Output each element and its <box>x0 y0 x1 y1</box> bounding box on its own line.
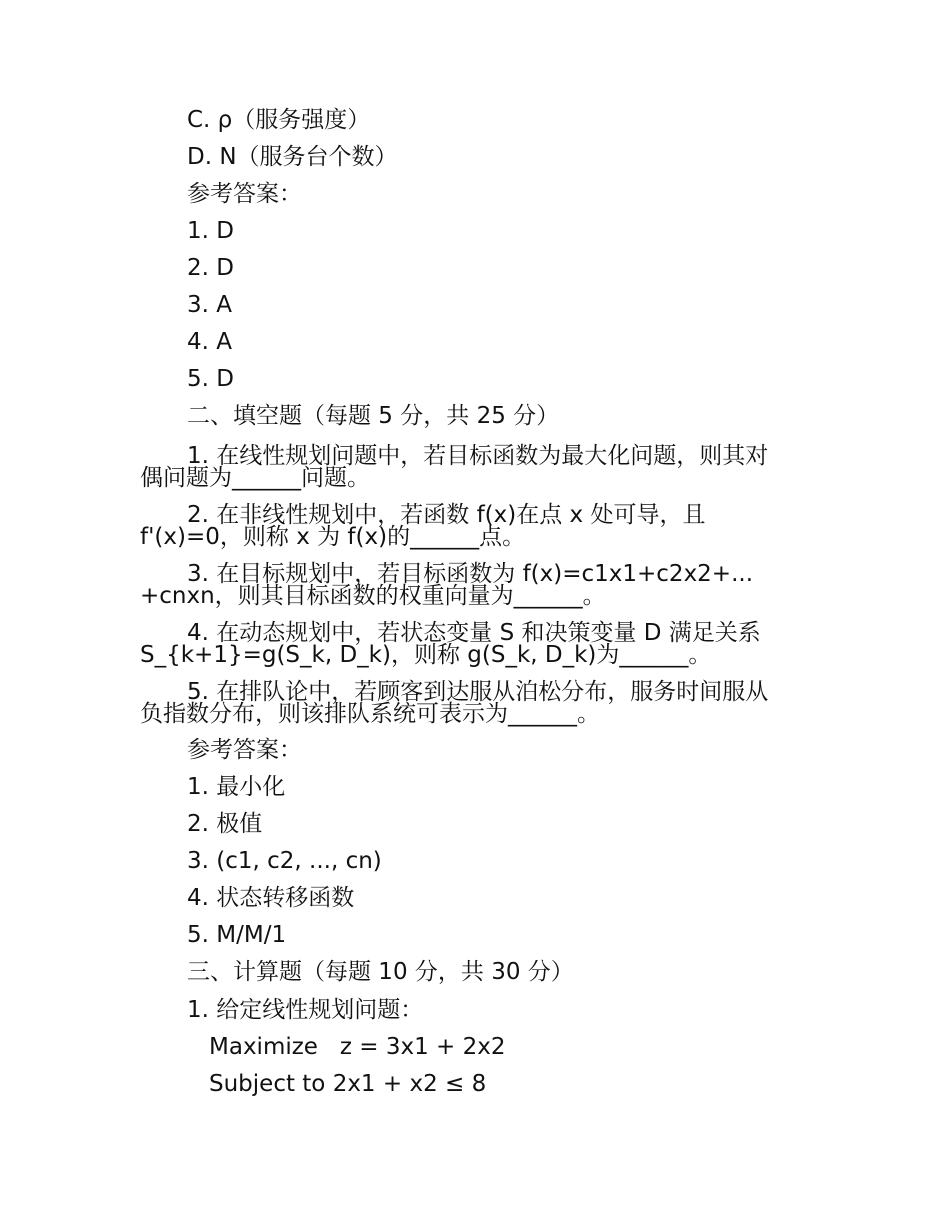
question-line: 偶问题为______问题。 <box>140 465 370 491</box>
question-line: 1. 在线性规划问题中，若目标函数为最大化问题，则其对 <box>187 443 769 469</box>
section-title-calculation: 三、计算题（每题 10 分，共 30 分） <box>187 959 574 985</box>
option-c: C. ρ（服务强度） <box>187 107 371 133</box>
answers-heading-2: 参考答案： <box>187 737 302 763</box>
answer-item: 1. 最小化 <box>187 774 286 800</box>
lp-objective: Maximize z = 3x1 + 2x2 <box>209 1034 506 1060</box>
question-line: 3. 在目标规划中，若目标函数为 f(x)=c1x1+c2x2+... <box>187 561 754 587</box>
question-line: S_{k+1}=g(S_k, D_k)，则称 g(S_k, D_k)为______。 <box>140 642 712 668</box>
answer-item: 5. D <box>187 366 234 392</box>
question-line: 负指数分布，则该排队系统可表示为______。 <box>140 701 600 727</box>
answer-item: 2. 极值 <box>187 811 263 837</box>
answer-item: 1. D <box>187 218 234 244</box>
question-line: 4. 在动态规划中，若状态变量 S 和决策变量 D 满足关系 <box>187 620 761 646</box>
question-line: f'(x)=0，则称 x 为 f(x)的______点。 <box>140 524 526 550</box>
question-line: 2. 在非线性规划中，若函数 f(x)在点 x 处可导，且 <box>187 502 706 528</box>
lp-constraint: Subject to 2x1 + x2 ≤ 8 <box>209 1071 487 1097</box>
question-line: +cnxn，则其目标函数的权重向量为______。 <box>140 583 606 609</box>
answer-item: 4. A <box>187 329 232 355</box>
calc-question-1: 1. 给定线性规划问题： <box>187 997 424 1023</box>
answer-item: 4. 状态转移函数 <box>187 885 355 911</box>
answer-item: 5. M/M/1 <box>187 922 287 948</box>
answer-item: 3. (c1, c2, ..., cn) <box>187 848 382 874</box>
question-line: 5. 在排队论中，若顾客到达服从泊松分布，服务时间服从 <box>187 679 769 705</box>
option-d: D. N（服务台个数） <box>187 144 398 170</box>
section-title-fill-in: 二、填空题（每题 5 分，共 25 分） <box>187 403 560 429</box>
answer-item: 2. D <box>187 255 234 281</box>
answers-heading-1: 参考答案： <box>187 181 302 207</box>
answer-item: 3. A <box>187 292 232 318</box>
